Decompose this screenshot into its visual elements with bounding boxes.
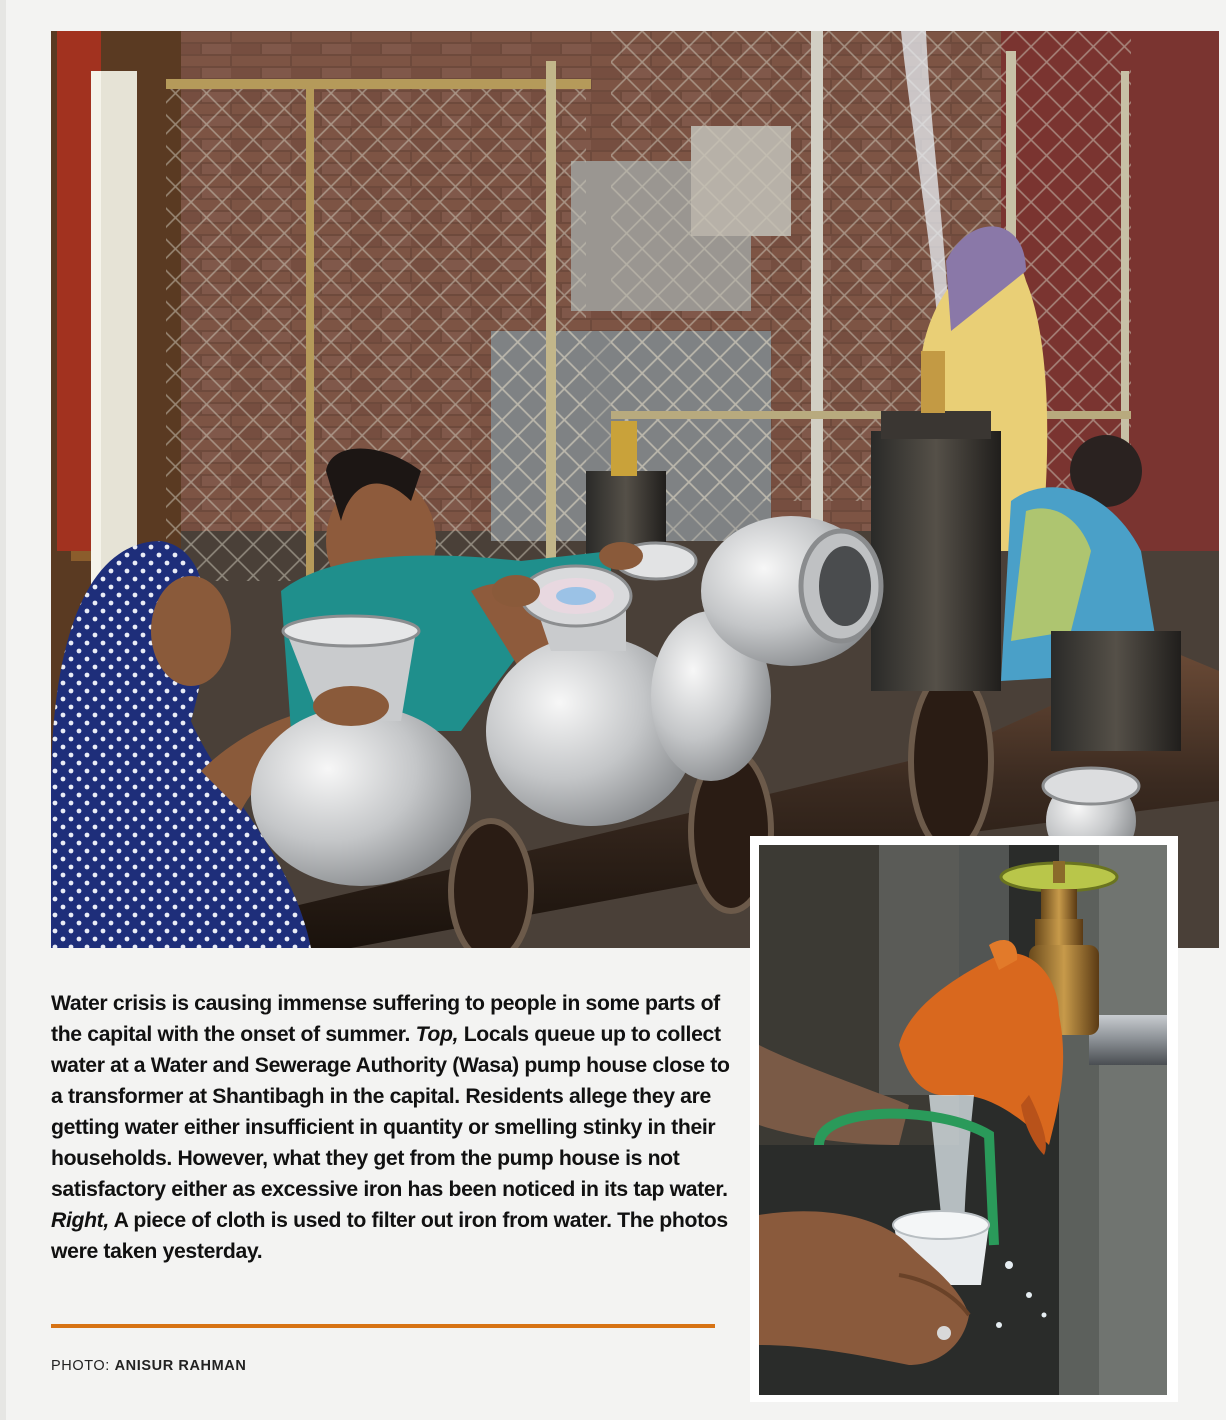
photo-credit-name: ANISUR RAHMAN [114,1358,247,1374]
main-photo-illustration [51,31,1219,948]
caption-sentence-1: Water crisis is causing immense suffering to people in some parts of the capital with the onset of summer. [51,992,720,1046]
photo-credit-prefix: PHOTO: [51,1358,110,1374]
page-edge [0,0,6,1420]
photo-credit [51,1358,246,1374]
caption-sentence-2: Locals queue up to collect water at a Water and Sewerage Authority (Wasa) pump house close to a transformer at Shantibagh in the capital. Residents allege they are getting water either insufficient in quantity or smelling stinky in their households. However, what they get from the pump house is not satisfactory either as excessive iron has been noticed in its tap water. [51,1023,730,1201]
inset-photo [759,845,1167,1395]
caption-label-right: Right, [51,1209,109,1232]
caption-divider [51,1324,715,1328]
main-photo [51,31,1219,948]
inset-photo-illustration [759,845,1167,1395]
caption-label-top: Top, [415,1023,459,1046]
caption-sentence-3: A piece of cloth is used to filter out iron from water. The photos were taken yesterday. [51,1209,728,1263]
photo-caption [51,988,731,1267]
